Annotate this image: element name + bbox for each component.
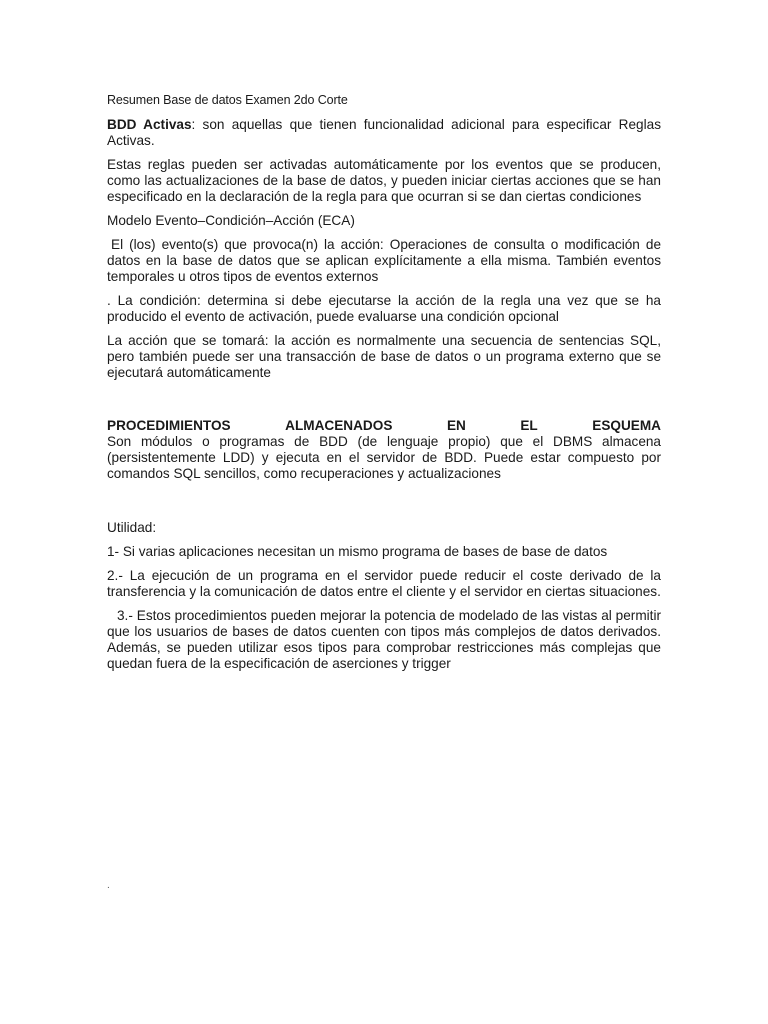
bdd-activas-paragraph (107, 117, 661, 149)
heading-word: EN (446, 418, 466, 433)
document-title: Resumen Base de datos Examen 2do Corte (107, 93, 348, 107)
spacer (107, 490, 661, 520)
document-body (107, 92, 661, 680)
procedimientos-paragraph: Son módulos o programas de BDD (de lenguaje propio) que el DBMS almacena (persistentemente LDD) y ejecuta en el servidor de BDD. Puede estar compuesto por comandos SQL sencillos, como recuperaciones y actualizaciones (107, 434, 661, 481)
accion-paragraph: La acción que se tomará: la acción es normalmente una secuencia de sentencias SQL, pero también puede ser una transacción de base de datos o un programa externo que se ejecutará automáticamente (107, 333, 661, 380)
bdd-activas-definition: : son aquellas que tienen funcionalidad adicional para especificar Reglas Activas. (107, 117, 661, 148)
heading-word: ALMACENADOS (285, 418, 393, 433)
spacer (107, 389, 661, 418)
utilidad-label: Utilidad: (107, 520, 157, 535)
utilidad-item-2: 2.- La ejecución de un programa en el servidor puede reducir el coste derivado de la transferencia y la comunicación de datos entre el cliente y el servidor en ciertas situaciones. (107, 568, 661, 599)
procedimientos-heading (107, 418, 661, 434)
reglas-paragraph: Estas reglas pueden ser activadas automáticamente por los eventos que se producen, como las actualizaciones de la base de datos, y pueden iniciar ciertas acciones que se han especificado en la declaración de la regla para que ocurran si se dan ciertas condiciones (107, 157, 661, 204)
utilidad-item-1: 1- Si varias aplicaciones necesitan un mismo programa de bases de base de datos (107, 544, 608, 559)
evento-paragraph: El (los) evento(s) que provoca(n) la acción: Operaciones de consulta o modificación de datos en la base de datos que se aplican explícitamente a ella misma. También eventos temporales u otros tipos de eventos externos (107, 237, 661, 284)
condicion-paragraph: . La condición: determina si debe ejecutarse la acción de la regla una vez que se ha producido el evento de activación, puede evaluarse una condición opcional (107, 293, 661, 324)
modelo-eca-paragraph: Modelo Evento–Condición–Acción (ECA) (107, 213, 355, 228)
utilidad-item-3: 3.- Estos procedimientos pueden mejorar la potencia de modelado de las vistas al permitir que los usuarios de bases de datos cuenten con tipos más complejos de datos derivados. Además, se pueden utilizar esos tipos para comprobar restricciones más complejas que quedan fuera de la especificación de aserciones y trigger (107, 608, 661, 671)
heading-word: ESQUEMA (592, 418, 661, 433)
trailing-mark: . (107, 880, 110, 891)
bdd-activas-term: BDD Activas (107, 117, 192, 132)
heading-word: EL (520, 418, 538, 433)
heading-word: PROCEDIMIENTOS (107, 418, 231, 433)
